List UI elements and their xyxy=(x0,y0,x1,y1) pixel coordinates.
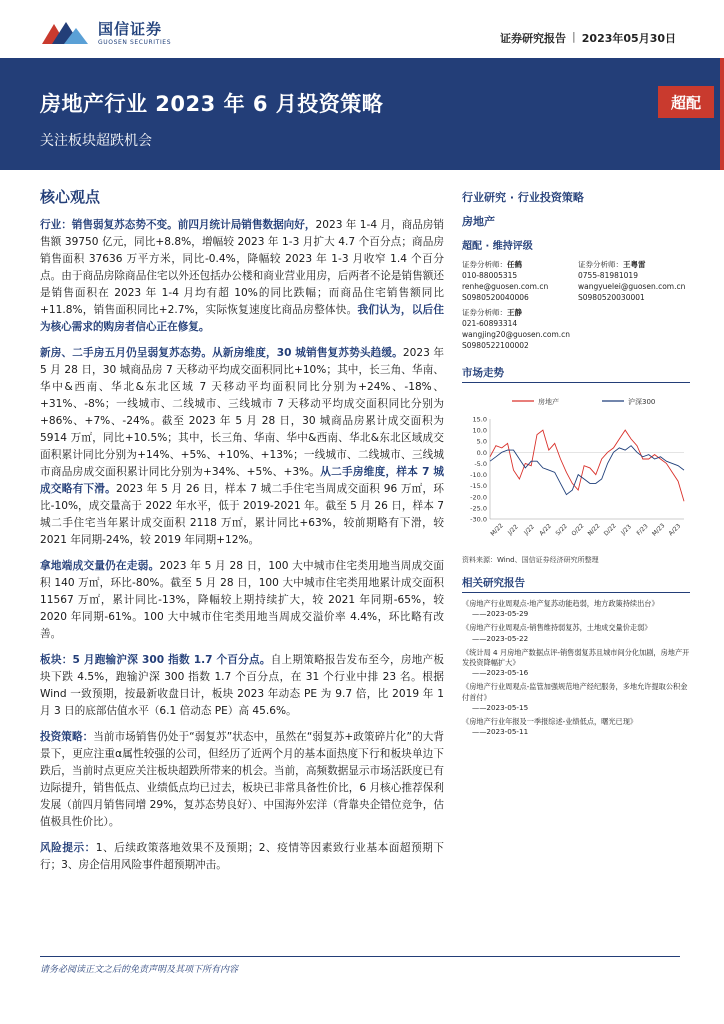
x-tick-label: J/23 xyxy=(619,523,633,537)
analyst-cert: S0980520040006 xyxy=(462,293,529,302)
industry-name: 房地产 xyxy=(462,215,495,228)
related-report-item[interactable] xyxy=(462,682,690,713)
analyst-email[interactable]: wangyuelei@guosen.com.cn xyxy=(578,282,686,291)
x-tick-label: J/22 xyxy=(522,523,536,537)
para-body: 2023 年 5 月 28 日，100 大中城市住宅类用地当周成交面积 140 万㎡，环比-80%。截至 5 月 28 日，100 大中城市住宅类用地累计成交面积 11567 万㎡，累计同比-13%，降幅较上期持续扩大，较 2021 年同期-65%，较 2020 年同期-61%。100 大中城市住宅类用地当周成交溢价率 4.4%，环比略有改善。 xyxy=(40,560,444,640)
related-report-item[interactable] xyxy=(462,648,690,679)
related-report-date: ——2023-05-15 xyxy=(472,702,529,712)
market-trend-chart xyxy=(462,389,690,551)
analyst-name: 王静 xyxy=(507,308,522,317)
title-banner xyxy=(0,58,724,170)
analyst-card xyxy=(462,259,574,303)
y-tick-label: -15.0 xyxy=(470,482,487,491)
para-lead: 拿地端成交量仍在走弱。 xyxy=(40,560,160,572)
related-report-title: 《房地产行业周观点-销售维持弱复苏，土地成交量价走弱》 xyxy=(462,623,652,633)
para-body: 自上期策略报告发布至今，房地产板块下跌 4.5%，跑输沪深 300 指数 1.7 个百分点，在 31 个行业中排 23 名。根据 Wind 一致预期，按最新收盘日计，板块 2023 年动态 PE 为 9.7 倍，比 2019 年 1 月 3 日的底部估值水平（6.1 倍动态 PE）高 45.6%。 xyxy=(40,654,444,717)
x-tick-label: N/22 xyxy=(586,522,602,538)
analyst-cert: S0980520030001 xyxy=(578,293,645,302)
para-lead: 板块：5 月跑输沪深 300 指数 1.7 个百分点。 xyxy=(40,654,271,666)
report-type: 证券研究报告 xyxy=(500,32,567,45)
para-lead: 投资策略： xyxy=(40,731,94,743)
analyst-email[interactable]: wangjing20@guosen.com.cn xyxy=(462,330,571,339)
para-lead: 新房、二手房五月仍呈弱复苏态势。 xyxy=(40,347,213,359)
sidebar xyxy=(462,190,690,741)
y-tick-label: 15.0 xyxy=(472,415,487,424)
paragraph-sector xyxy=(40,652,444,720)
analyst-role: 证券分析师： xyxy=(578,260,623,269)
banner-accent-bar xyxy=(720,58,724,170)
analyst-email[interactable]: renhe@guosen.com.cn xyxy=(462,282,549,291)
analyst-phone: 021-60893314 xyxy=(462,319,518,328)
x-tick-label: J/22 xyxy=(506,523,520,537)
meta-separator: | xyxy=(572,30,576,43)
industry-rating: 超配 · 维持评级 xyxy=(462,241,533,252)
related-report-title: 《房地产行业年报及一季报综述-业绩低点，曙光已现》 xyxy=(462,717,638,727)
analyst-phone: 010-88005315 xyxy=(462,271,518,280)
related-report-item[interactable] xyxy=(462,717,690,737)
paragraph-land xyxy=(40,558,444,643)
analyst-card xyxy=(578,259,690,303)
analyst-name: 王粤雷 xyxy=(623,260,646,269)
related-report-title: 《房地产行业周观点-地产复苏动能趋弱，地方政策持续出台》 xyxy=(462,599,659,608)
x-tick-label: D/22 xyxy=(602,522,618,538)
x-tick-label: A/23 xyxy=(667,522,683,538)
para-lead: 风险提示： xyxy=(40,842,96,854)
y-tick-label: -25.0 xyxy=(470,504,487,513)
core-views-title: 核心观点 xyxy=(40,188,101,206)
x-tick-label: S/22 xyxy=(554,522,569,538)
analyst-list xyxy=(462,259,690,355)
x-tick-label: M/23 xyxy=(650,522,667,538)
related-reports-title: 相关研究报告 xyxy=(462,575,690,593)
y-tick-label: 0.0 xyxy=(476,448,487,457)
y-tick-label: -5.0 xyxy=(474,459,487,468)
y-tick-label: -10.0 xyxy=(470,471,487,480)
related-report-list xyxy=(462,599,690,737)
report-meta xyxy=(500,30,676,46)
related-report-date: ——2023-05-29 xyxy=(472,609,529,619)
y-tick-label: 5.0 xyxy=(476,437,487,446)
para-body: 当前市场销售仍处于“弱复苏”状态中，虽然在“弱复苏+政策碎片化”的大背景下，更应注重α属性较强的公司，但经历了近两个月的基本面热度下行和板块单边下跌后，当前时点更应关注板块超跌所带来的机会。当前，高频数据显示市场活跃度已有边际提升，销售低点、业绩低点均已过去，板块已非常具备性价比，6 月核心推荐保利发展（前四月销售同增 29%，复苏态势良好）、中国海外宏洋（背靠央企错位竞争，估值极具性价比）。 xyxy=(40,731,445,828)
footer-divider xyxy=(40,956,680,957)
analyst-role: 证券分析师： xyxy=(462,260,507,269)
y-tick-label: 10.0 xyxy=(472,426,487,435)
para-lead: 行业：销售弱复苏态势不变。 xyxy=(40,219,178,231)
chart-source: 资料来源：Wind、国信证券经济研究所整理 xyxy=(462,556,599,564)
x-tick-label: F/23 xyxy=(635,522,650,538)
guosen-logo-icon xyxy=(40,18,90,48)
y-tick-label: -20.0 xyxy=(470,493,487,502)
paragraph-risk xyxy=(40,840,444,874)
analyst-name: 任鹤 xyxy=(507,260,522,269)
para-highlight: 从新房维度，30 城销售复苏势头趋缓。 xyxy=(212,347,403,359)
related-report-item[interactable] xyxy=(462,623,690,643)
related-report-title: 《房地产行业周观点-监管加强规范地产经纪服务，多地允许提取公积金付首付》 xyxy=(462,682,688,702)
x-tick-label: A/22 xyxy=(538,522,553,538)
related-report-item[interactable] xyxy=(462,599,690,619)
series-line xyxy=(490,430,684,501)
para-body: 2023 年 5 月 26 日，样本 7 城二手住宅当周成交面积 96 万㎡，环比-10%，成交量高于 2022 年水平，低于 2019-2021 年。截至 5 月 26 日，样本 7 城二手住宅当年累计成交面积 2118 万㎡，累计同比+63%，较前期略有下滑，较 2021 年同期-24%，较 2019 年同期+12%。 xyxy=(40,483,445,546)
paragraph-strategy xyxy=(40,729,444,831)
footer-disclaimer: 请务必阅读正文之后的免责声明及其项下所有内容 xyxy=(40,965,239,975)
x-tick-label: M/22 xyxy=(489,522,505,538)
report-date: 2023年05月30日 xyxy=(581,32,676,45)
legend-label: 房地产 xyxy=(538,398,559,406)
related-report-title: 《统计局 4 月房地产数据点评-销售弱复苏且城市间分化加剧，房地产开发投资降幅扩大》 xyxy=(462,647,690,668)
logo-text-en: GUOSEN SECURITIES xyxy=(98,38,172,46)
x-tick-label: O/22 xyxy=(570,522,586,538)
report-title: 房地产行业 2023 年 6 月投资策略 xyxy=(40,92,384,116)
market-trend-title: 市场走势 xyxy=(462,365,690,383)
para-highlight: 前四月统计局销售数据向好， xyxy=(177,219,316,231)
related-report-date: ——2023-05-22 xyxy=(472,633,529,643)
logo xyxy=(40,18,171,48)
legend-label: 沪深300 xyxy=(628,398,656,406)
para-body: 1、后续政策落地效果不及预期；2、疫情等因素致行业基本面超预期下行；3、房企信用风险事件超预期冲击。 xyxy=(40,842,445,871)
core-views xyxy=(40,186,444,883)
para-conclusion: 我们认为，以后住为核心需求的购房者信心正在修复。 xyxy=(40,304,444,333)
logo-text-cn: 国信证券 xyxy=(98,19,163,38)
analyst-phone: 0755-81981019 xyxy=(578,271,638,280)
rating-badge: 超配 xyxy=(658,86,714,118)
report-category: 行业研究 · 行业投资策略 xyxy=(462,191,584,204)
series-line xyxy=(490,446,684,495)
para-body: 2023 年 5 月 28 日，30 城商品房 7 天移动平均成交面积同比+10%；其中，长三角、华南、华中&西南、华北&东北区域 7 天移动平均面积同比分别为+24%、-18%、+31%、-8%；一线城市、二线城市、三线城市 7 天移动平均成交面积同比分别为+86%、+7%、-24%。截至 2023 年 5 月 28 日，30 城商品房累计成交面积为 5914 万㎡，同比+10.5%；其中，长三角、华南、华中&西南、华北&东北区域成交面积累计同比分别为+14%、+5%、+10%、+13%；一线城市、二线城市、三线城市商品房成交面积累计同比分别为+34%、+5%、+3%。 xyxy=(40,347,444,478)
market-trend-svg xyxy=(462,389,690,551)
related-report-date: ——2023-05-16 xyxy=(472,668,529,678)
para-highlight: 从二手房维度，样本 7 城成交略有下滑。 xyxy=(40,466,444,495)
analyst-cert: S0980522100002 xyxy=(462,341,529,350)
y-tick-label: -30.0 xyxy=(470,515,487,524)
analyst-card xyxy=(462,307,574,351)
report-subtitle: 关注板块超跌机会 xyxy=(40,133,152,149)
top-header xyxy=(0,0,724,58)
related-report-date: ——2023-05-11 xyxy=(472,727,529,737)
paragraph-new-second-home xyxy=(40,345,444,549)
paragraph-industry xyxy=(40,217,444,336)
analyst-role: 证券分析师： xyxy=(462,308,507,317)
para-body: 2023 年 1-4 月，商品房销售额 39750 亿元，同比+8.8%，增幅较 2023 年 1-3 月扩大 4.7 个百分点；商品房销售面积 37636 万平方米，同比-0.4%，降幅较 2023 年 1-3 月收窄 1.4 个百分点。由于商品房除商品住宅以外还包括办公楼和商业营业用房，后两者不论是销售额还是销售面积在 2023 年 1-4 月均有超 10%的同比跌幅；而商品住宅销售额同比+11.8%，销售面积同比+2.7%，实际恢复速度比商品房整体快。 xyxy=(40,219,444,316)
